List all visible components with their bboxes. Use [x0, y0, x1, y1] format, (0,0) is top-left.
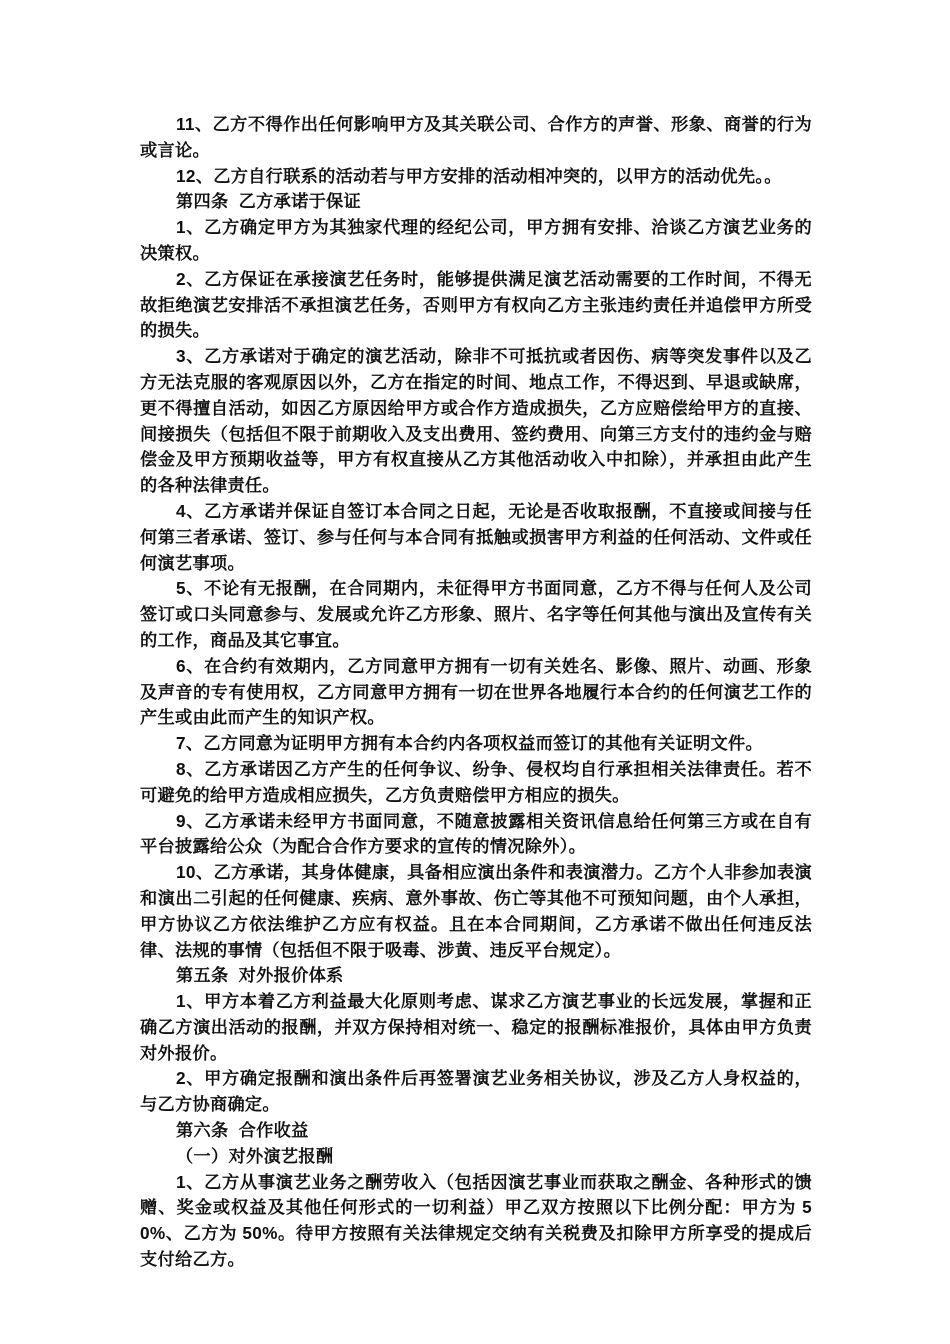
- contract-paragraph: （一）对外演艺报酬: [176, 1145, 334, 1166]
- contract-paragraph: 11、乙方不得作出任何影响甲方及其关联公司、合作方的声誉、形象、商誉的行为或言论。: [140, 114, 812, 160]
- contract-paragraph: 第五条 对外报价体系: [176, 965, 344, 986]
- contract-paragraph: 9、乙方承诺未经甲方书面同意，不随意披露相关资讯信息给任何第三方或在自有平台披露给公众（为配合合作方要求的宣传的情况除外）。: [140, 810, 812, 857]
- contract-paragraph: 第四条 乙方承诺于保证: [176, 191, 362, 212]
- contract-paragraph: 3、乙方承诺对于确定的演艺活动，除非不可抵抗或者因伤、病等突发事件以及乙方无法克服的客观原因以外，乙方在指定的时间、地点工作，不得迟到、早退或缺席，更不得擅自活动，如因乙方原因给甲方或合作方造成损失，乙方应赔偿给甲方的直接、间接损失（包括但不限于前期收入及支出费用、签约费用、向第三方支付的违约金与赔偿金及甲方预期收益等，甲方有权直接从乙方其他活动收入中扣除），并承担由此产生的各种法律责任。: [140, 346, 812, 496]
- contract-paragraph: 10、乙方承诺，其身体健康，具备相应演出条件和表演潜力。乙方个人非参加表演和演出二引起的任何健康、疾病、意外事故、伤亡等其他不可预知问题，由个人承担，甲方协议乙方依法维护乙方应有权益。且在本合同期间，乙方承诺不做出任何违反法律、法规的事情（包括但不限于吸毒、涉黄、违反平台规定）。: [140, 862, 812, 960]
- contract-paragraph: 5、不论有无报酬，在合同期内，未征得甲方书面同意，乙方不得与任何人及公司签订或口头同意参与、发展或允许乙方形象、照片、名字等任何其他与演出及宣传有关的工作，商品及其它事宜。: [140, 578, 812, 650]
- contract-paragraph: 1、乙方从事演艺业务之酬劳收入（包括因演艺事业而获取之酬金、各种形式的馈赠、奖金或权益及其他任何形式的一切利益）甲乙双方按照以下比例分配：甲方为 50%、乙方为 50%。待甲方按照有关法律规定交纳有关税费及扣除甲方所享受的提成后支付给乙方。: [140, 1171, 812, 1270]
- contract-paragraph: 2、乙方保证在承接演艺任务时，能够提供满足演艺活动需要的工作时间，不得无故拒绝演艺安排活不承担演艺任务，否则甲方有权向乙方主张违约责任并追偿甲方所受的损失。: [140, 268, 812, 341]
- contract-paragraph: 1、乙方确定甲方为其独家代理的经纪公司，甲方拥有安排、洽谈乙方演艺业务的决策权。: [140, 217, 812, 263]
- contract-paragraph: 第六条 合作收益: [176, 1120, 309, 1141]
- contract-paragraph: 12、乙方自行联系的活动若与甲方安排的活动相冲突的，以甲方的活动优先。。: [176, 165, 782, 186]
- contract-paragraph: 8、乙方承诺因乙方产生的任何争议、纷争、侵权均自行承担相关法律责任。若不可避免的给甲方造成相应损失，乙方负责赔偿甲方相应的损失。: [140, 758, 812, 805]
- contract-paragraph: 6、在合约有效期内，乙方同意甲方拥有一切有关姓名、影像、照片、动画、形象及声音的专有使用权，乙方同意甲方拥有一切在世界各地履行本合约的任何演艺工作的产生或由此而产生的知识产权。: [140, 655, 812, 728]
- contract-paragraph: 1、甲方本着乙方利益最大化原则考虑、谋求乙方演艺事业的长远发展，掌握和正确乙方演出活动的报酬，并双方保持相对统一、稳定的报酬标准报价，具体由甲方负责对外报价。: [140, 991, 812, 1063]
- contract-body: [140, 112, 812, 1273]
- contract-paragraph: 2、甲方确定报酬和演出条件后再签署演艺业务相关协议，涉及乙方人身权益的，与乙方协商确定。: [140, 1068, 812, 1115]
- contract-paragraph: 7、乙方同意为证明甲方拥有本合约内各项权益而签订的其他有关证明文件。: [176, 733, 763, 754]
- contract-paragraph: 4、乙方承诺并保证自签订本合同之日起，无论是否收取报酬，不直接或间接与任何第三者承诺、签订、参与任何与本合同有抵触或损害甲方利益的任何活动、文件或任何演艺事项。: [140, 500, 812, 573]
